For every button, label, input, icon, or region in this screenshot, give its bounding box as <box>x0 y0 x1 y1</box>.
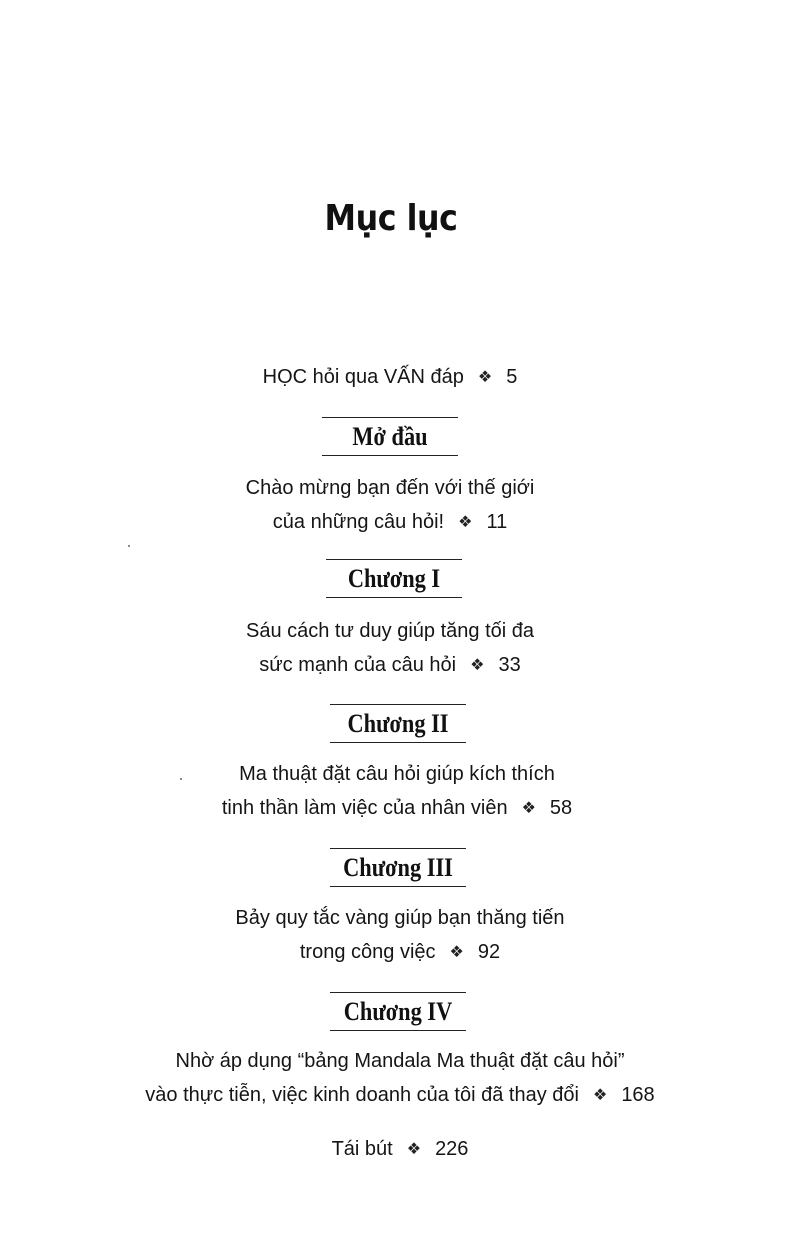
scan-speck <box>128 545 130 547</box>
page-number: 92 <box>477 941 501 963</box>
entry-text-line: Nhờ áp dụng “bảng Mandala Ma thuật đặt câu hỏi” <box>175 1050 625 1072</box>
chapter-heading-text: Chương IV <box>343 997 453 1026</box>
ornament-icon: ❖ <box>477 369 493 386</box>
ornament-icon: ❖ <box>592 1087 608 1104</box>
entry-text-line: tinh thần làm việc của nhân viên <box>221 797 508 819</box>
entry-text-line: Bảy quy tắc vàng giúp bạn thăng tiến <box>235 907 565 929</box>
chapter-heading-text: Chương II <box>347 709 449 738</box>
toc-entry <box>0 614 790 683</box>
entry-text-line: trong công việc <box>299 941 436 963</box>
toc-entry-intro <box>0 360 790 395</box>
chapter-heading-text: Chương I <box>347 564 441 593</box>
toc-entry <box>0 1044 800 1113</box>
ornament-icon: ❖ <box>458 514 473 531</box>
entry-text: HỌC hỏi qua VẤN đáp <box>262 366 464 388</box>
heading-rule-bottom <box>326 597 462 598</box>
heading-rule-bottom <box>322 455 458 456</box>
entry-text-line: sức mạnh của câu hỏi <box>259 654 457 676</box>
toc-entry <box>0 471 790 540</box>
page-number: 33 <box>498 654 521 676</box>
entry-text-line: vào thực tiễn, việc kinh doanh của tôi đã thay đổi <box>145 1084 579 1106</box>
chapter-heading-2 <box>330 704 466 743</box>
entry-text: Tái bút <box>331 1138 393 1160</box>
heading-rule-bottom <box>330 1030 466 1031</box>
toc-entry <box>0 901 800 970</box>
ornament-icon: ❖ <box>470 657 485 674</box>
ornament-icon: ❖ <box>449 944 464 961</box>
scan-speck <box>180 778 182 780</box>
entry-text-line: Sáu cách tư duy giúp tăng tối đa <box>245 620 535 642</box>
entry-text-line: của những câu hỏi! <box>272 511 445 533</box>
entry-text-line: Chào mừng bạn đến với thế giới <box>245 477 535 499</box>
ornament-icon: ❖ <box>521 800 536 817</box>
page-number: 58 <box>549 797 573 819</box>
chapter-heading-text: Mở đầu <box>352 422 428 451</box>
chapter-heading-4 <box>330 992 466 1031</box>
page-number: 5 <box>506 366 518 388</box>
page-title: Mục lục <box>324 198 458 239</box>
heading-rule-bottom <box>330 742 466 743</box>
chapter-heading-intro <box>322 417 458 456</box>
entry-text-line: Ma thuật đặt câu hỏi giúp kích thích <box>239 763 555 785</box>
page-number: 226 <box>435 1138 469 1160</box>
chapter-heading-3 <box>330 848 466 887</box>
page-number: 11 <box>486 511 508 533</box>
page-number: 168 <box>621 1084 655 1106</box>
chapter-heading-text: Chương III <box>343 853 453 882</box>
chapter-heading-1 <box>326 559 462 598</box>
toc-entry <box>0 757 797 826</box>
ornament-icon: ❖ <box>406 1141 422 1158</box>
toc-entry-postscript <box>0 1132 800 1167</box>
heading-rule-bottom <box>330 886 466 887</box>
